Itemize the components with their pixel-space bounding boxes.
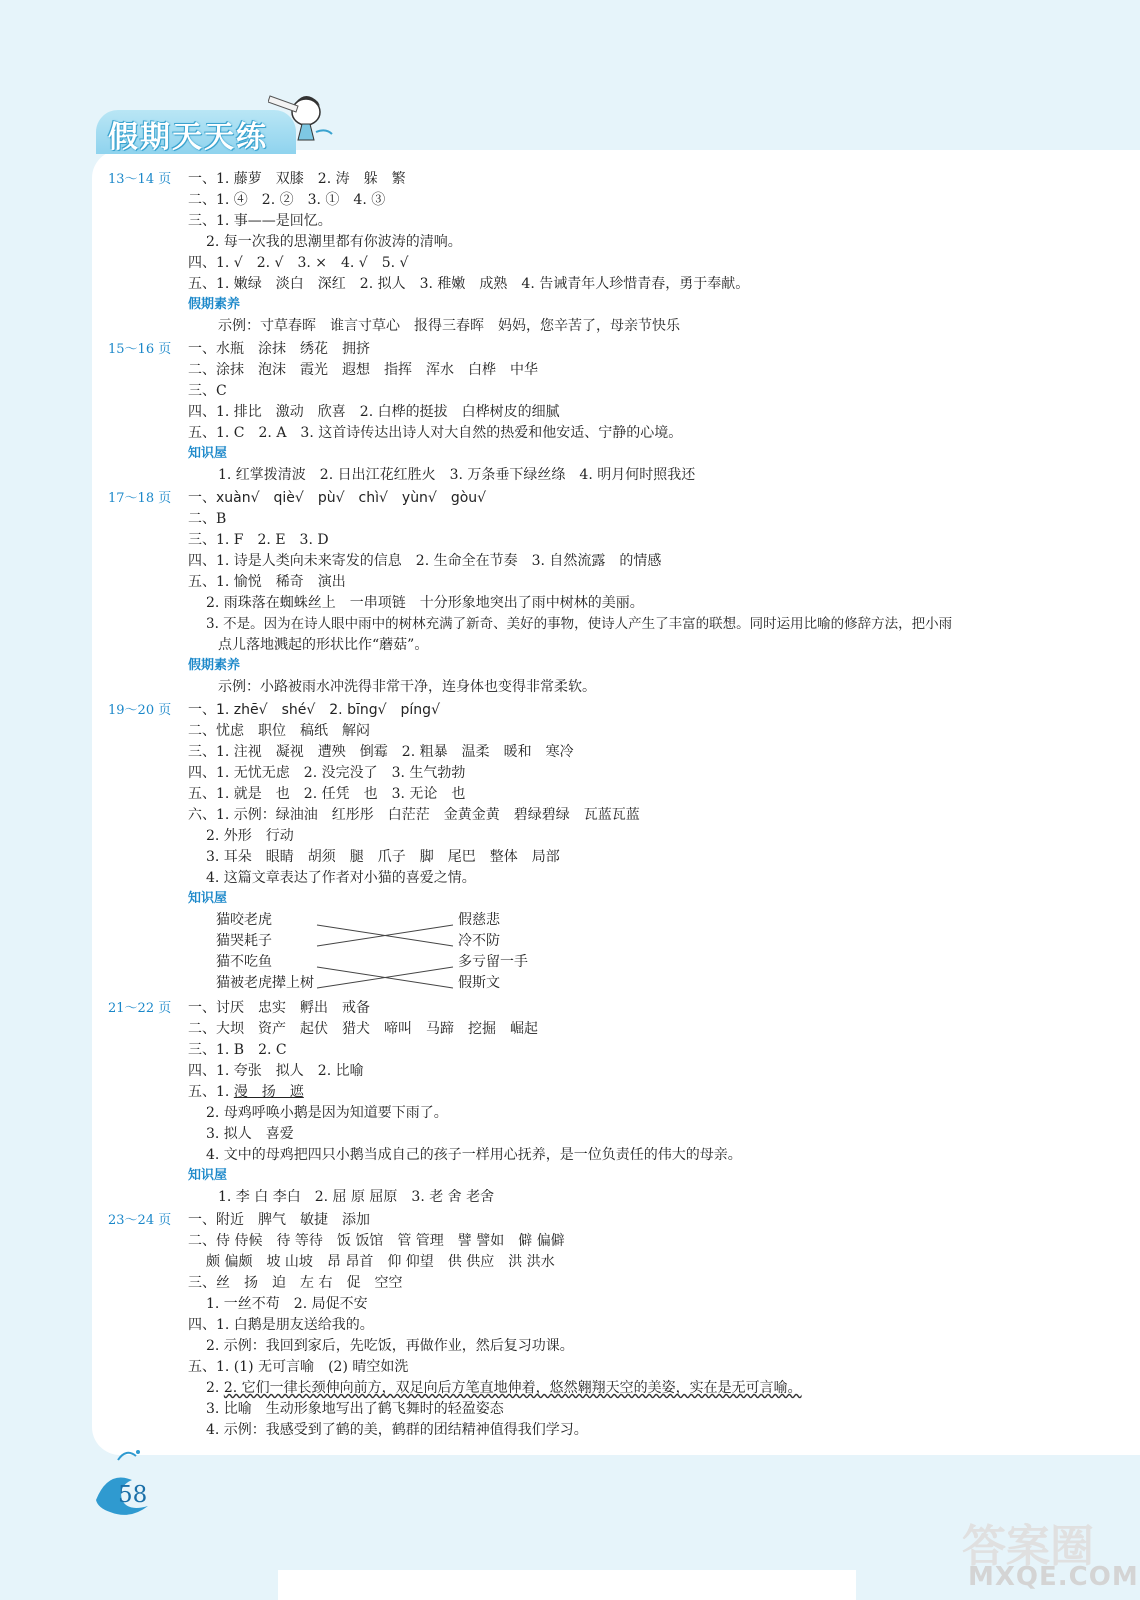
answer-line: 二、大坝 资产 起伏 猎犬 啼叫 马蹄 挖掘 崛起 <box>188 1021 538 1037</box>
answer-line: 二、1. ④ 2. ② 3. ① 4. ③ <box>188 192 386 208</box>
answer-line: 2. 雨珠落在蜘蛛丝上 一串项链 十分形象地突出了雨中树林的美丽。 <box>206 595 644 611</box>
matching-lines <box>315 920 455 990</box>
answer-line: 四、1. 诗是人类向未来寄发的信息 2. 生命全在节奏 3. 自然流露 的情感 <box>188 553 662 569</box>
match-right-item: 假斯文 <box>458 975 500 991</box>
answer-line: 2. 每一次我的思潮里都有你波涛的清响。 <box>206 234 462 250</box>
match-right-item: 假慈悲 <box>458 912 500 928</box>
page-number: 58 <box>118 1482 148 1508</box>
answer-line: 五、1. 愉悦 稀奇 演出 <box>188 574 346 590</box>
answer-line: 五、1. 就是 也 2. 任凭 也 3. 无论 也 <box>188 786 466 802</box>
answer-line: 三、1. 事——是回忆。 <box>188 213 332 229</box>
answer-line: 三、C <box>188 383 227 399</box>
answer-prefix: 五、1. <box>188 1084 234 1100</box>
answer-line: 点儿落地溅起的形状比作“蘑菇”。 <box>218 637 429 653</box>
answer-line: 2. 母鸡呼唤小鹅是因为知道要下雨了。 <box>206 1105 448 1121</box>
answer-line: 3. 耳朵 眼睛 胡须 腿 爪子 脚 尾巴 整体 局部 <box>206 849 560 865</box>
wave-decoration-icon <box>88 1440 168 1520</box>
answer-line: 二、侍 侍候 待 等待 饭 饭馆 管 管理 譬 譬如 僻 偏僻 <box>188 1233 565 1249</box>
page-range-label: 19～20 页 <box>108 703 172 718</box>
answer-line <box>188 1083 304 1101</box>
section-heading: 知识屋 <box>188 446 228 461</box>
watermark-logo: 答案圈 <box>962 1521 1094 1572</box>
page-range-label: 21～22 页 <box>108 1001 172 1016</box>
answer-line: 3. 拟人 喜爱 <box>206 1126 294 1142</box>
section-heading: 假期素养 <box>188 658 241 673</box>
page-header-title: 假期天天练 <box>108 120 268 155</box>
answer-line: 五、1. 嫩绿 淡白 深红 2. 拟人 3. 稚嫩 成熟 4. 告诫青年人珍惜青春，勇于奉献。 <box>188 276 750 292</box>
answer-line: 3. 不是。因为在诗人眼中雨中的树林充满了新奇、美好的事物，使诗人产生了丰富的联想。同时运用比喻的修辞方法，把小雨 <box>206 616 953 632</box>
page-range-label: 15～16 页 <box>108 342 172 357</box>
match-left-item: 猫咬老虎 <box>216 912 272 928</box>
answer-line: 一、xuàn√ qiè√ pù√ chì√ yùn√ gòu√ <box>188 490 487 506</box>
answer-line: 二、忧虑 职位 稿纸 解闷 <box>188 723 370 739</box>
underlined-answer: 漫 扬 遮 <box>233 1084 304 1100</box>
answer-line: 2. 外形 行动 <box>206 828 294 844</box>
answer-line: 1. 一丝不苟 2. 局促不安 <box>206 1296 368 1312</box>
answer-line: 五、1. (1) 无可言喻 (2) 晴空如洗 <box>188 1359 409 1375</box>
answer-line: 二、涂抹 泡沫 霞光 遐想 指挥 浑水 白桦 中华 <box>188 362 538 378</box>
answer-line: 一、1. 藤萝 双膝 2. 涛 躲 繁 <box>188 171 406 187</box>
answer-line: 四、1. 排比 激动 欣喜 2. 白桦的挺拔 白桦树皮的细腻 <box>188 404 560 420</box>
answer-line: 四、1. 白鹅是朋友送给我的。 <box>188 1317 374 1333</box>
answer-line: 4. 这篇文章表达了作者对小猫的喜爱之情。 <box>206 870 476 886</box>
section-heading: 假期素养 <box>188 297 241 312</box>
answer-line: 1. 李 白 李白 2. 屈 原 屈原 3. 老 舍 老舍 <box>218 1189 495 1205</box>
answer-line: 五、1. C 2. A 3. 这首诗传达出诗人对大自然的热爱和他安适、宁静的心境。 <box>188 425 683 441</box>
match-right-item: 冷不防 <box>458 933 500 949</box>
wavy-underlined-answer: 2. 它们一律长颈伸向前方，双足向后方笔直地伸着，悠然翱翔天空的美姿，实在是无可言喻。 <box>223 1380 802 1396</box>
answer-line: 三、1. B 2. C <box>188 1042 287 1058</box>
answer-line: 四、1. 无忧无虑 2. 没完没了 3. 生气勃勃 <box>188 765 466 781</box>
answer-line: 颇 偏颇 坡 山坡 昂 昂首 仰 仰望 供 供应 洪 洪水 <box>206 1254 555 1270</box>
answer-line: 三、1. 注视 凝视 遭殃 倒霉 2. 粗暴 温柔 暖和 寒冷 <box>188 744 574 760</box>
answer-line: 一、附近 脾气 敏捷 添加 <box>188 1212 370 1228</box>
answer-line: 4. 示例：我感受到了鹤的美，鹤群的团结精神值得我们学习。 <box>206 1422 588 1438</box>
mascot-illustration <box>268 88 338 148</box>
match-left-item: 猫不吃鱼 <box>216 954 272 970</box>
page-range-label: 23～24 页 <box>108 1213 172 1228</box>
answer-line: 2. 示例：我回到家后，先吃饭，再做作业，然后复习功课。 <box>206 1338 574 1354</box>
section-heading: 知识屋 <box>188 1168 228 1183</box>
watermark-text: MXQE.COM <box>968 1562 1139 1592</box>
page-range-label: 17～18 页 <box>108 491 172 506</box>
answer-line: 示例：寸草春晖 谁言寸草心 报得三春晖 妈妈，您辛苦了，母亲节快乐 <box>218 318 680 334</box>
answer-line: 二、B <box>188 511 227 527</box>
match-left-item: 猫被老虎撵上树 <box>216 975 314 991</box>
page-range-label: 13～14 页 <box>108 172 172 187</box>
answer-line: 四、1. 夸张 拟人 2. 比喻 <box>188 1063 364 1079</box>
bottom-bar <box>278 1570 856 1600</box>
match-right-item: 多亏留一手 <box>458 954 528 970</box>
answer-line: 一、1. zhē√ shé√ 2. bīng√ píng√ <box>188 702 440 718</box>
answer-line: 三、丝 扬 迫 左 右 促 空空 <box>188 1275 403 1291</box>
answer-line: 三、1. F 2. E 3. D <box>188 532 329 548</box>
answer-line: 示例：小路被雨水冲洗得非常干净，连身体也变得非常柔软。 <box>218 679 596 695</box>
section-heading: 知识屋 <box>188 891 228 906</box>
match-left-item: 猫哭耗子 <box>216 933 272 949</box>
answer-line: 3. 比喻 生动形象地写出了鹤飞舞时的轻盈姿态 <box>206 1401 504 1417</box>
answer-line: 六、1. 示例：绿油油 红彤彤 白茫茫 金黄金黄 碧绿碧绿 瓦蓝瓦蓝 <box>188 807 640 823</box>
answer-line: 1. 红掌拨清波 2. 日出江花红胜火 3. 万条垂下绿丝绦 4. 明月何时照我还 <box>218 467 696 483</box>
answer-line: 四、1. √ 2. √ 3. × 4. √ 5. √ <box>188 255 409 271</box>
answer-line: 4. 文中的母鸡把四只小鹅当成自己的孩子一样用心抚养，是一位负责任的伟大的母亲。 <box>206 1147 742 1163</box>
answer-line: 一、水瓶 涂抹 绣花 拥挤 <box>188 341 370 357</box>
answer-line: 2. 2. 它们一律长颈伸向前方，双足向后方笔直地伸着，悠然翱翔天空的美姿，实在是无可言喻。 <box>206 1380 802 1396</box>
answer-line: 一、讨厌 忠实 孵出 戒备 <box>188 1000 370 1016</box>
